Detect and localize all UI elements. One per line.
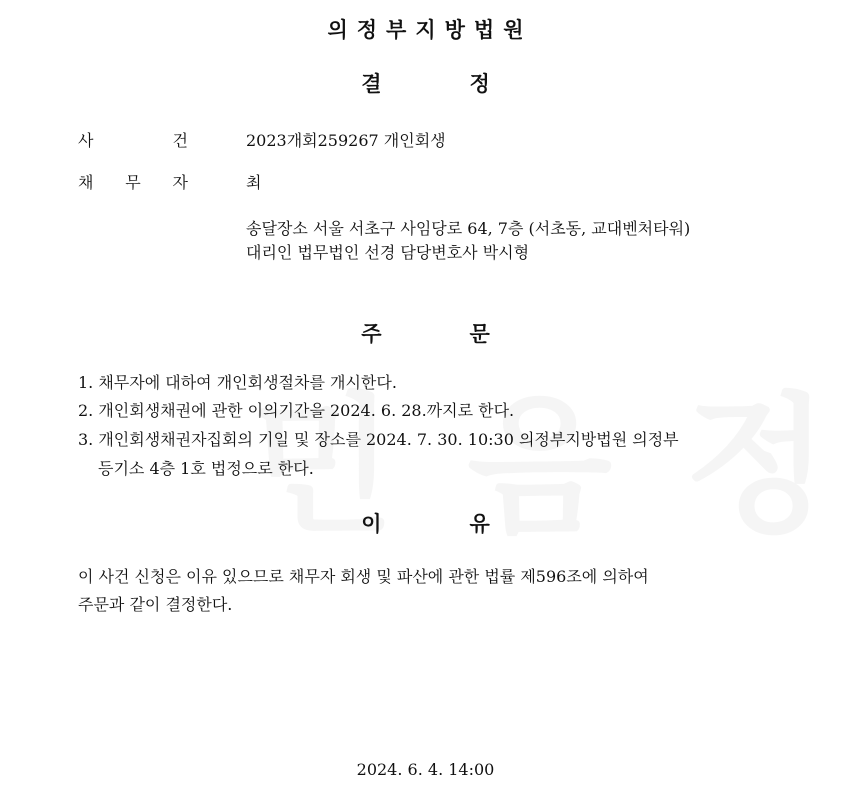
decision-heading bbox=[0, 68, 851, 98]
order-heading bbox=[0, 318, 851, 348]
case-label-char: 사 bbox=[78, 131, 94, 150]
case-label-char: 건 bbox=[172, 131, 188, 150]
service-address: 송달장소 서울 서초구 사임당로 64, 7층 (서초동, 교대벤처타워) bbox=[246, 219, 691, 238]
decision-heading-char: 정 bbox=[469, 72, 490, 96]
debtor-label-char: 자 bbox=[172, 173, 188, 192]
decision-heading-char: 결 bbox=[361, 72, 382, 96]
representative: 대리인 법무법인 선경 담당변호사 박시형 bbox=[246, 243, 530, 262]
debtor-name: 최 bbox=[246, 173, 262, 192]
debtor-label-char: 무 bbox=[125, 173, 141, 192]
reason-heading-char: 이 bbox=[361, 512, 382, 536]
decision-date: 2024. 6. 4. 14:00 bbox=[356, 760, 495, 779]
debtor-label bbox=[78, 170, 188, 193]
order-item: 2. 개인회생채권에 관한 이의기간을 2024. 6. 28.까지로 한다. bbox=[78, 401, 515, 420]
court-name: 의정부지방법원 bbox=[327, 18, 533, 42]
order-item-continuation: 등기소 4층 1호 법정으로 한다. bbox=[98, 459, 314, 478]
reason-text: 이 사건 신청은 이유 있으므로 채무자 회생 및 파산에 관한 법률 제596조에 의하여 bbox=[78, 567, 649, 586]
case-number: 2023개회259267 개인회생 bbox=[246, 131, 446, 150]
order-heading-char: 문 bbox=[469, 322, 490, 346]
reason-text: 주문과 같이 결정한다. bbox=[78, 595, 233, 614]
debtor-label-char: 채 bbox=[78, 173, 94, 192]
order-item: 3. 개인회생채권자집회의 기일 및 장소를 2024. 7. 30. 10:30 의정부지방법원 의정부 bbox=[78, 430, 679, 449]
reason-heading bbox=[0, 508, 851, 538]
order-item: 1. 채무자에 대하여 개인회생절차를 개시한다. bbox=[78, 373, 397, 392]
order-heading-char: 주 bbox=[361, 322, 382, 346]
case-label bbox=[78, 128, 188, 151]
reason-heading-char: 유 bbox=[469, 512, 490, 536]
